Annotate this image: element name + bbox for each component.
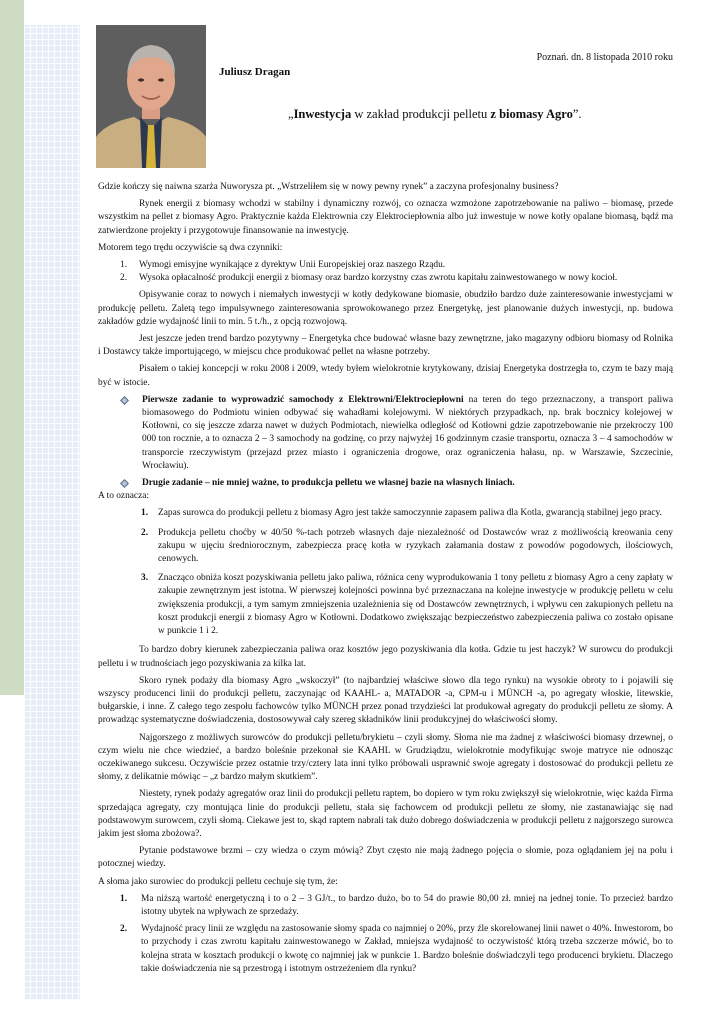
document-date: Poznań. dn. 8 listopada 2010 roku — [536, 52, 673, 63]
list-number: 1. — [141, 508, 149, 519]
title-quote-open: „ — [288, 107, 294, 121]
list-number: 2. — [141, 527, 149, 538]
list-item — [98, 507, 673, 520]
paragraph-investments: Opisywanie coraz to nowych i niemałych inwestycji w kotły dedykowane biomasie, obudziło bardzo duże zainteresowanie inwestycjami w produkcję pelletu. Zaletą tego impulsywnego zainteresowania sprowokowanego przez Energetykę, jest planowanie dużych inwestycji, np. budowa zakładów gdzie wydajność linii to min. 5 t./h., z opcją rozwojową. — [98, 290, 673, 327]
list-number: 3. — [141, 573, 149, 584]
list-item — [98, 394, 673, 473]
paragraph-drivers: Motorem tego trędu oczywiście są dwa czynniki: — [98, 242, 283, 253]
paragraph-market: Rynek energii z biomasy wchodzi w stabilny i dynamiczny rozwój, co oznacza wzmożone zapotrzebowanie na paliwo – biomasę, przede wszystkim na pellet z biomasy Agro. Praktycznie każda Elektrownia czy Elektrociepłownia albo już inwestuje w nowe kotły opalane biomasą, bądź ma zatwierdzone projekty i przygotowuje finansowanie na inwestycję. — [98, 199, 673, 236]
list-number: 1. — [120, 260, 128, 271]
list-number: 2. — [120, 924, 128, 935]
task-one-bold: Pierwsze zadanie to wyprowadzić samochody z Elektrowni/Elektrociepłowni — [142, 394, 464, 405]
straw-features-list — [98, 893, 673, 976]
list-text: Ma niższą wartość energetyczną i to o 2 – 3 GJ/t., to bardzo dużo, bo to 54 do prawie 80,00 zł. mniej na jednej tonie. To przecież bardzo istotny ubytek na wpływach ze sprzedaży. — [141, 893, 673, 917]
paragraph-straw: Najgorszego z możliwych surowców do produkcji pelletu/brykietu – czyli słomy. Słoma nie ma żadnej z właściwości biomasy drzewnej, o czym wielu nie chce wiedzieć, a bardzo boleśnie przekonał sie KAAHL w Grudziądzu, wielokrotnie modyfikując swoje matryce nie odnosząc oczekiwanego sukcesu. Oczywiście przez ostatnie trzy/cztery lata inni tylko próbowali usprawnić swoje agregaty i dostosować do produkcji pelletu ze słomy, z delikatnie mówiąc – „z bardzo małym skutkiem”. — [98, 732, 673, 783]
task-one-text: na teren do tego przeznaczony, a transport paliwa biomasowego do Podmiotu winien odbywać się wahadłami kolejowymi. W niektórych przypadkach, np. brak bocznicy kolejowej w Kotłowni, co się jeszcze zdarza nawet w dużych Podmiotach, niewielka odległość od Kotłowni gdzie zapotrzebowanie nie przekroczy 100 000 ton rocznie, a to oznacza 2 – 3 samochody na godzinę, co przy najwyżej 16 godzinnym czasie transportu, oznacza 3 – 4 samochodów w transporcie rzeczywistym (przejazd przez miasto i ograniczenia drogowe, oraz ograniczenia hałasu, np. w Warszawie, Szczecinie, Wrocławiu). — [142, 394, 674, 471]
paragraph-intro-question: Gdzie kończy się naiwna szarża Nuworysza pt. „Wstrzeliłem się w nowy pewny rynek” a zaczyna profesjonalny business? — [98, 182, 559, 192]
paragraph-question: Pytanie podstawowe brzmi – czy wiedza o czym mówią? Zbyt często nie mają żadnego pojęcia o słomie, poza oglądaniem jej na polu i potocznej wiedzy. — [98, 846, 673, 870]
decorative-green-stripe — [0, 0, 24, 695]
list-text: Znacząco obniża koszt pozyskiwania pelletu jako paliwa, różnica ceny wyprodukowania 1 tony pelletu z biomasy Agro a ceny zapłaty w zakupie zewnętrznym jest istotna. W pierwszej kolejności powinna być przeznaczana na kolejne inwestycje w produkcję pelletu w celu zwiększenia produkcji, a tym samym zmniejszenia uzależnienia się od Dostawców zewnętrznych, i wpływu cen zakupionych pelletu na koszt produkcji energii z biomasy Agro w Kotłowni. Dodatkowo zwiększając bezpieczeństwo zabezpieczenia paliwa co zostało opisane w punkcie 1 i 2. — [158, 573, 673, 637]
drivers-list — [98, 259, 673, 285]
paragraph-concept: Pisałem o takiej koncepcji w roku 2008 i 2009, wtedy byłem wielokrotnie krytykowany, dzisiaj Energetyka dostrzegła to, czym te bazy mają być w istocie. — [98, 364, 673, 388]
title-quote-close: ”. — [572, 107, 582, 121]
author-photo — [96, 25, 206, 168]
title-middle: w zakład produkcji pelletu — [351, 107, 491, 121]
list-text: Produkcja pelletu choćby w 40/50 %-tach potrzeb własnych daje niezależność od Dostawców wraz z możliwością kreowania ceny zakupu w ujęciu średniorocznym, zabezpiecza pracę kotła w ryzykach załamania dostaw z powodów pogodowych, ilościowych, cenowych. — [158, 527, 673, 565]
list-item — [98, 259, 673, 272]
title-bold-biomass: z biomasy Agro — [490, 107, 573, 121]
paragraph-straw-features: A słoma jako surowiec do produkcji pelletu cechuje się tym, że: — [98, 876, 338, 887]
list-text: Wymogi emisyjne wynikające z dyrektyw Unii Europejskiej oraz naszego Rządu. — [139, 260, 446, 271]
list-item — [98, 272, 673, 285]
paragraph-hook: To bardzo dobry kierunek zabezpieczania paliwa oraz kosztów jego pozyskiwania dla kotła. Gdzie tu jest haczyk? W surowcu do produkcji pelletu i w trudnościach jego pozyskiwania za kilka lat. — [98, 645, 673, 669]
decorative-grid-stripe — [24, 25, 80, 1000]
paragraph-supply: Niestety, rynek podaży agregatów oraz linii do produkcji pelletu raptem, bo dopiero w tym roku zwiększył się wielokrotnie, więc każda Firma sprzedająca agregaty, czy montująca linie do produkcji pelletu, stała się fachowcem od produkcji pelletu ze słomy, nie zastanawiając się nad podstawowym surowcem, czyli słomą. Ciekawe jest to, skąd raptem nabrali tak dużo dobrego doświadczenia w produkcji pelletu z najgorszego surowca jakim jest słoma zbożowa?. — [98, 789, 673, 839]
list-item — [98, 527, 673, 567]
task-two-bold: Drugie zadanie – nie mniej ważne, to produkcja pelletu we własnej bazie na własnych liniach. — [142, 478, 515, 489]
list-number: 1. — [120, 893, 128, 904]
bullet-icon — [120, 479, 129, 488]
list-text: Wysoka opłacalność produkcji energii z biomasy oraz bardzo korzystny czas zwrotu kapitału zainwestowanego w nowy kocioł. — [139, 273, 618, 284]
article-body — [98, 181, 673, 980]
benefits-list — [98, 507, 673, 638]
title-bold-investment: Inwestycja — [293, 107, 352, 121]
paragraph-producers: Skoro rynek podaży dla biomasy Agro „wskoczył” (to najbardziej właściwe słowo dla tego rynku) na wysokie obroty to i pojawili się wszyscy producenci linii do produkcji pelletu, zaczynając od KAAHL- a, MATADOR -a, CPM-u i MÜNCH -a, po agregaty włoskie, litewskie, bułgarskie, i inne. Z całego tego zespołu fachowców tylko MÜNCH przez ponad trzydzieści lat produkował agregaty do produkcji pelletu ze słomy. A prowadząc systematyczne doświadczenia, dostosowywał cały szereg składników linii produkcyjnej do właściwości słomy. — [98, 675, 673, 726]
list-item — [98, 572, 673, 638]
author-portrait-image — [96, 25, 206, 168]
paragraph-meaning: A to oznacza: — [98, 491, 150, 502]
bullet-icon — [120, 396, 129, 405]
list-text: Zapas surowca do produkcji pelletu z biomasy Agro jest także samoczynnie zapasem paliwa dla Kotla, gwarancją stabilnej jego pracy. — [158, 508, 662, 519]
author-name: Juliusz Dragan — [219, 66, 291, 78]
list-item — [98, 923, 673, 976]
paragraph-trend: Jest jeszcze jeden trend bardzo pozytywny – Energetyka chce budować własne bazy zewnętrzne, jako magazyny odbioru biomasy od Rolnika i Dostawcy także importującego, w miejscu chce produkować pellet na własne potrzeby. — [98, 334, 673, 358]
list-text: Wydajność pracy linii ze względu na zastosowanie słomy spada co najmniej o 20%, przy źle skorelowanej linii nawet o 40%. Inwestorom, bo to przychody i czas zwrotu kapitału zainwestowanego w Zakład, mniejsza wydajność to oczywistość którą trzeba szczerze mówić, bo to kolejna strata w kosztach produkcji o kwotę co najmniej jak w punkcie 1. Bardzo boleśnie doświadczyli tego producenci brykietu. Dlaczego takie doświadczenia nie są przestrogą i istotnym ostrzeżeniem dla rynku? — [141, 924, 673, 974]
list-number: 2. — [120, 273, 128, 284]
list-item — [98, 893, 673, 919]
list-item — [98, 477, 673, 490]
document-title — [288, 107, 582, 122]
tasks-bullet-list — [98, 394, 673, 490]
